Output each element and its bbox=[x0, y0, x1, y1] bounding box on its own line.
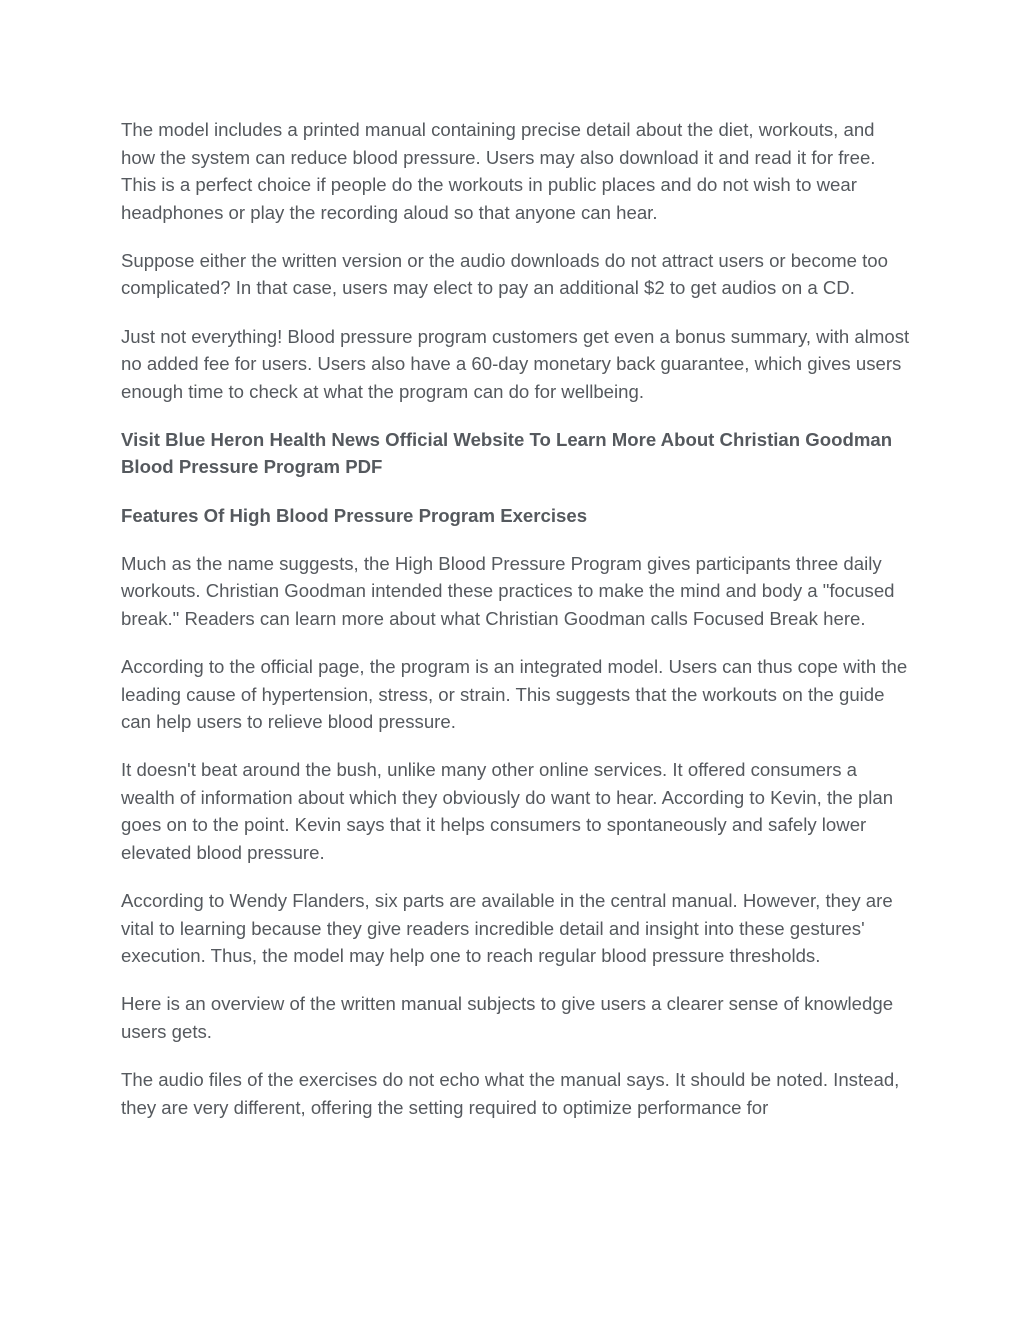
paragraph-kevin-review: It doesn't beat around the bush, unlike many other online services. It offered consumers a wealth of information about which they obviously do want to hear. According to Kevin, the plan goes on to the point. Kevin says that it helps consumers to spontaneously and safely lower elevated blood pressure. bbox=[121, 759, 894, 863]
paragraph-audio-files: The audio files of the exercises do not echo what the manual says. It should be noted. Instead, they are very different, offering the setting required to optimize performance for bbox=[121, 1069, 900, 1118]
paragraph-bonus-guarantee: Just not everything! Blood pressure program customers get even a bonus summary, with almost no added fee for users. Users also have a 60-day monetary back guarantee, which gives users enough time to check at what the program can do for wellbeing. bbox=[121, 325, 910, 402]
document-page bbox=[121, 116, 911, 1142]
paragraph-printed-manual: The model includes a printed manual containing precise detail about the diet, workouts, and how the system can reduce blood pressure. Users may also download it and read it for free. This is a perfect choice if people do the workouts in public places and do not wish to wear headphones or play the recording aloud so that anyone can hear. bbox=[121, 119, 876, 223]
paragraph-manual-overview: Here is an overview of the written manual subjects to give users a clearer sense of knowledge users gets. bbox=[121, 993, 894, 1042]
paragraph-audio-cd: Suppose either the written version or the audio downloads do not attract users or become too complicated? In that case, users may elect to pay an additional $2 to get audios on a CD. bbox=[121, 249, 888, 299]
paragraph-wendy-review: According to Wendy Flanders, six parts are available in the central manual. However, they are vital to learning because they give readers incredible detail and insight into these gestures' execution. Thus, the model may help one to reach regular blood pressure thresholds. bbox=[121, 890, 893, 967]
heading-visit-official-website: Visit Blue Heron Health News Official Website To Learn More About Christian Goodman Blood Pressure Program PDF bbox=[121, 428, 893, 478]
paragraph-daily-workouts: Much as the name suggests, the High Blood Pressure Program gives participants three daily workouts. Christian Goodman intended these practices to make the mind and body a "focused break." Readers can learn more about what Christian Goodman calls Focused Break here. bbox=[121, 552, 895, 629]
heading-features: Features Of High Blood Pressure Program Exercises bbox=[121, 504, 588, 526]
paragraph-integrated-model: According to the official page, the program is an integrated model. Users can thus cope with the leading cause of hypertension, stress, or strain. This suggests that the workouts on the guide can help users to relieve blood pressure. bbox=[121, 655, 908, 733]
